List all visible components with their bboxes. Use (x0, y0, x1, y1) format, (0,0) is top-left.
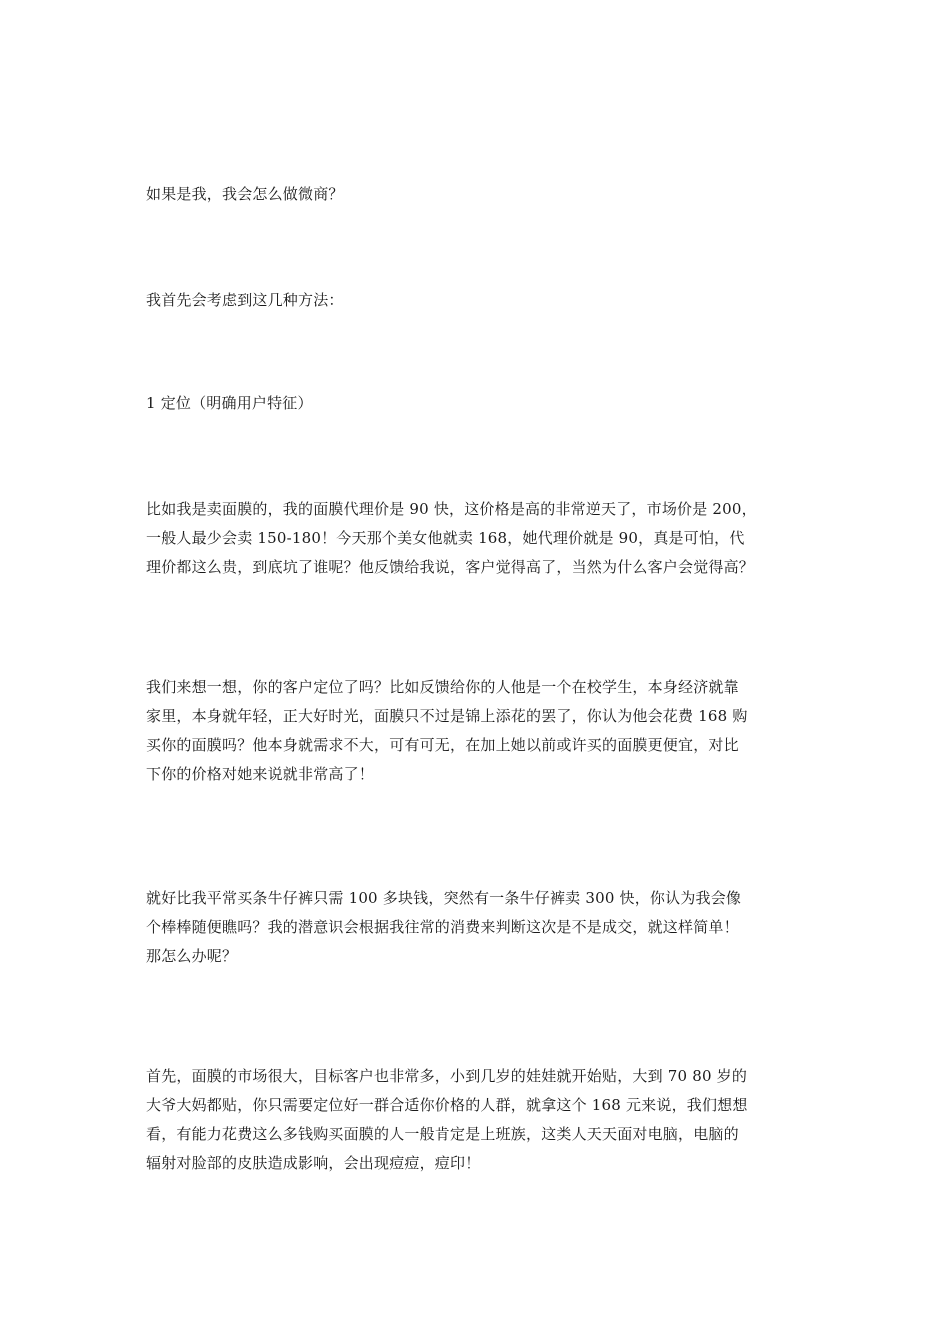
text-line: 1 定位（明确用户特征） (146, 394, 313, 412)
paragraph-jeans-example (146, 884, 826, 971)
text-line: 我们来想一想，你的客户定位了吗？比如反馈给你的人他是一个在校学生，本身经济就靠 (146, 678, 739, 696)
text-line: 那怎么办呢？ (146, 947, 238, 965)
text-line: 买你的面膜吗？他本身就需求不大，可有可无，在加上她以前或许买的面膜更便宜，对比 (146, 736, 739, 754)
text-line: 我首先会考虑到这几种方法： (146, 291, 344, 309)
text-line: 首先，面膜的市场很大，目标客户也非常多，小到几岁的娃娃就开始贴，大到 70 80 岁的 (146, 1067, 748, 1085)
text-line: 家里，本身就年轻，正大好时光，面膜只不过是锦上添花的罢了，你认为他会花费 168 购 (146, 707, 748, 725)
text-line: 如果是我，我会怎么做微商？ (146, 185, 344, 203)
text-line: 比如我是卖面膜的，我的面膜代理价是 90 快，这价格是高的非常逆天了，市场价是 200， (146, 500, 757, 518)
text-line: 大爷大妈都贴，你只需要定位好一群合适你价格的人群，就拿这个 168 元来说，我们想想 (146, 1096, 748, 1114)
paragraph-methods-intro (146, 286, 826, 315)
paragraph-mask-pricing (146, 495, 826, 582)
paragraph-target-market (146, 1062, 826, 1178)
text-line: 看，有能力花费这么多钱购买面膜的人一般肯定是上班族，这类人天天面对电脑，电脑的 (146, 1125, 739, 1143)
paragraph-intro-question (146, 180, 826, 209)
text-line: 就好比我平常买条牛仔裤只需 100 多块钱，突然有一条牛仔裤卖 300 快，你认为我会像 (146, 889, 742, 907)
text-line: 个棒棒随便瞧吗？我的潜意识会根据我往常的消费来判断这次是不是成交，就这样简单！ (146, 918, 739, 936)
paragraph-customer-positioning (146, 673, 826, 789)
text-line: 一般人最少会卖 150-180！今天那个美女他就卖 168，她代理价就是 90，真是可怕，代 (146, 529, 745, 547)
text-line: 下你的价格对她来说就非常高了！ (146, 765, 375, 783)
text-line: 理价都这么贵，到底坑了谁呢？他反馈给我说，客户觉得高了，当然为什么客户会觉得高？ (146, 558, 755, 576)
section-heading-positioning (146, 389, 826, 418)
text-line: 辐射对脸部的皮肤造成影响，会出现痘痘，痘印！ (146, 1154, 481, 1172)
